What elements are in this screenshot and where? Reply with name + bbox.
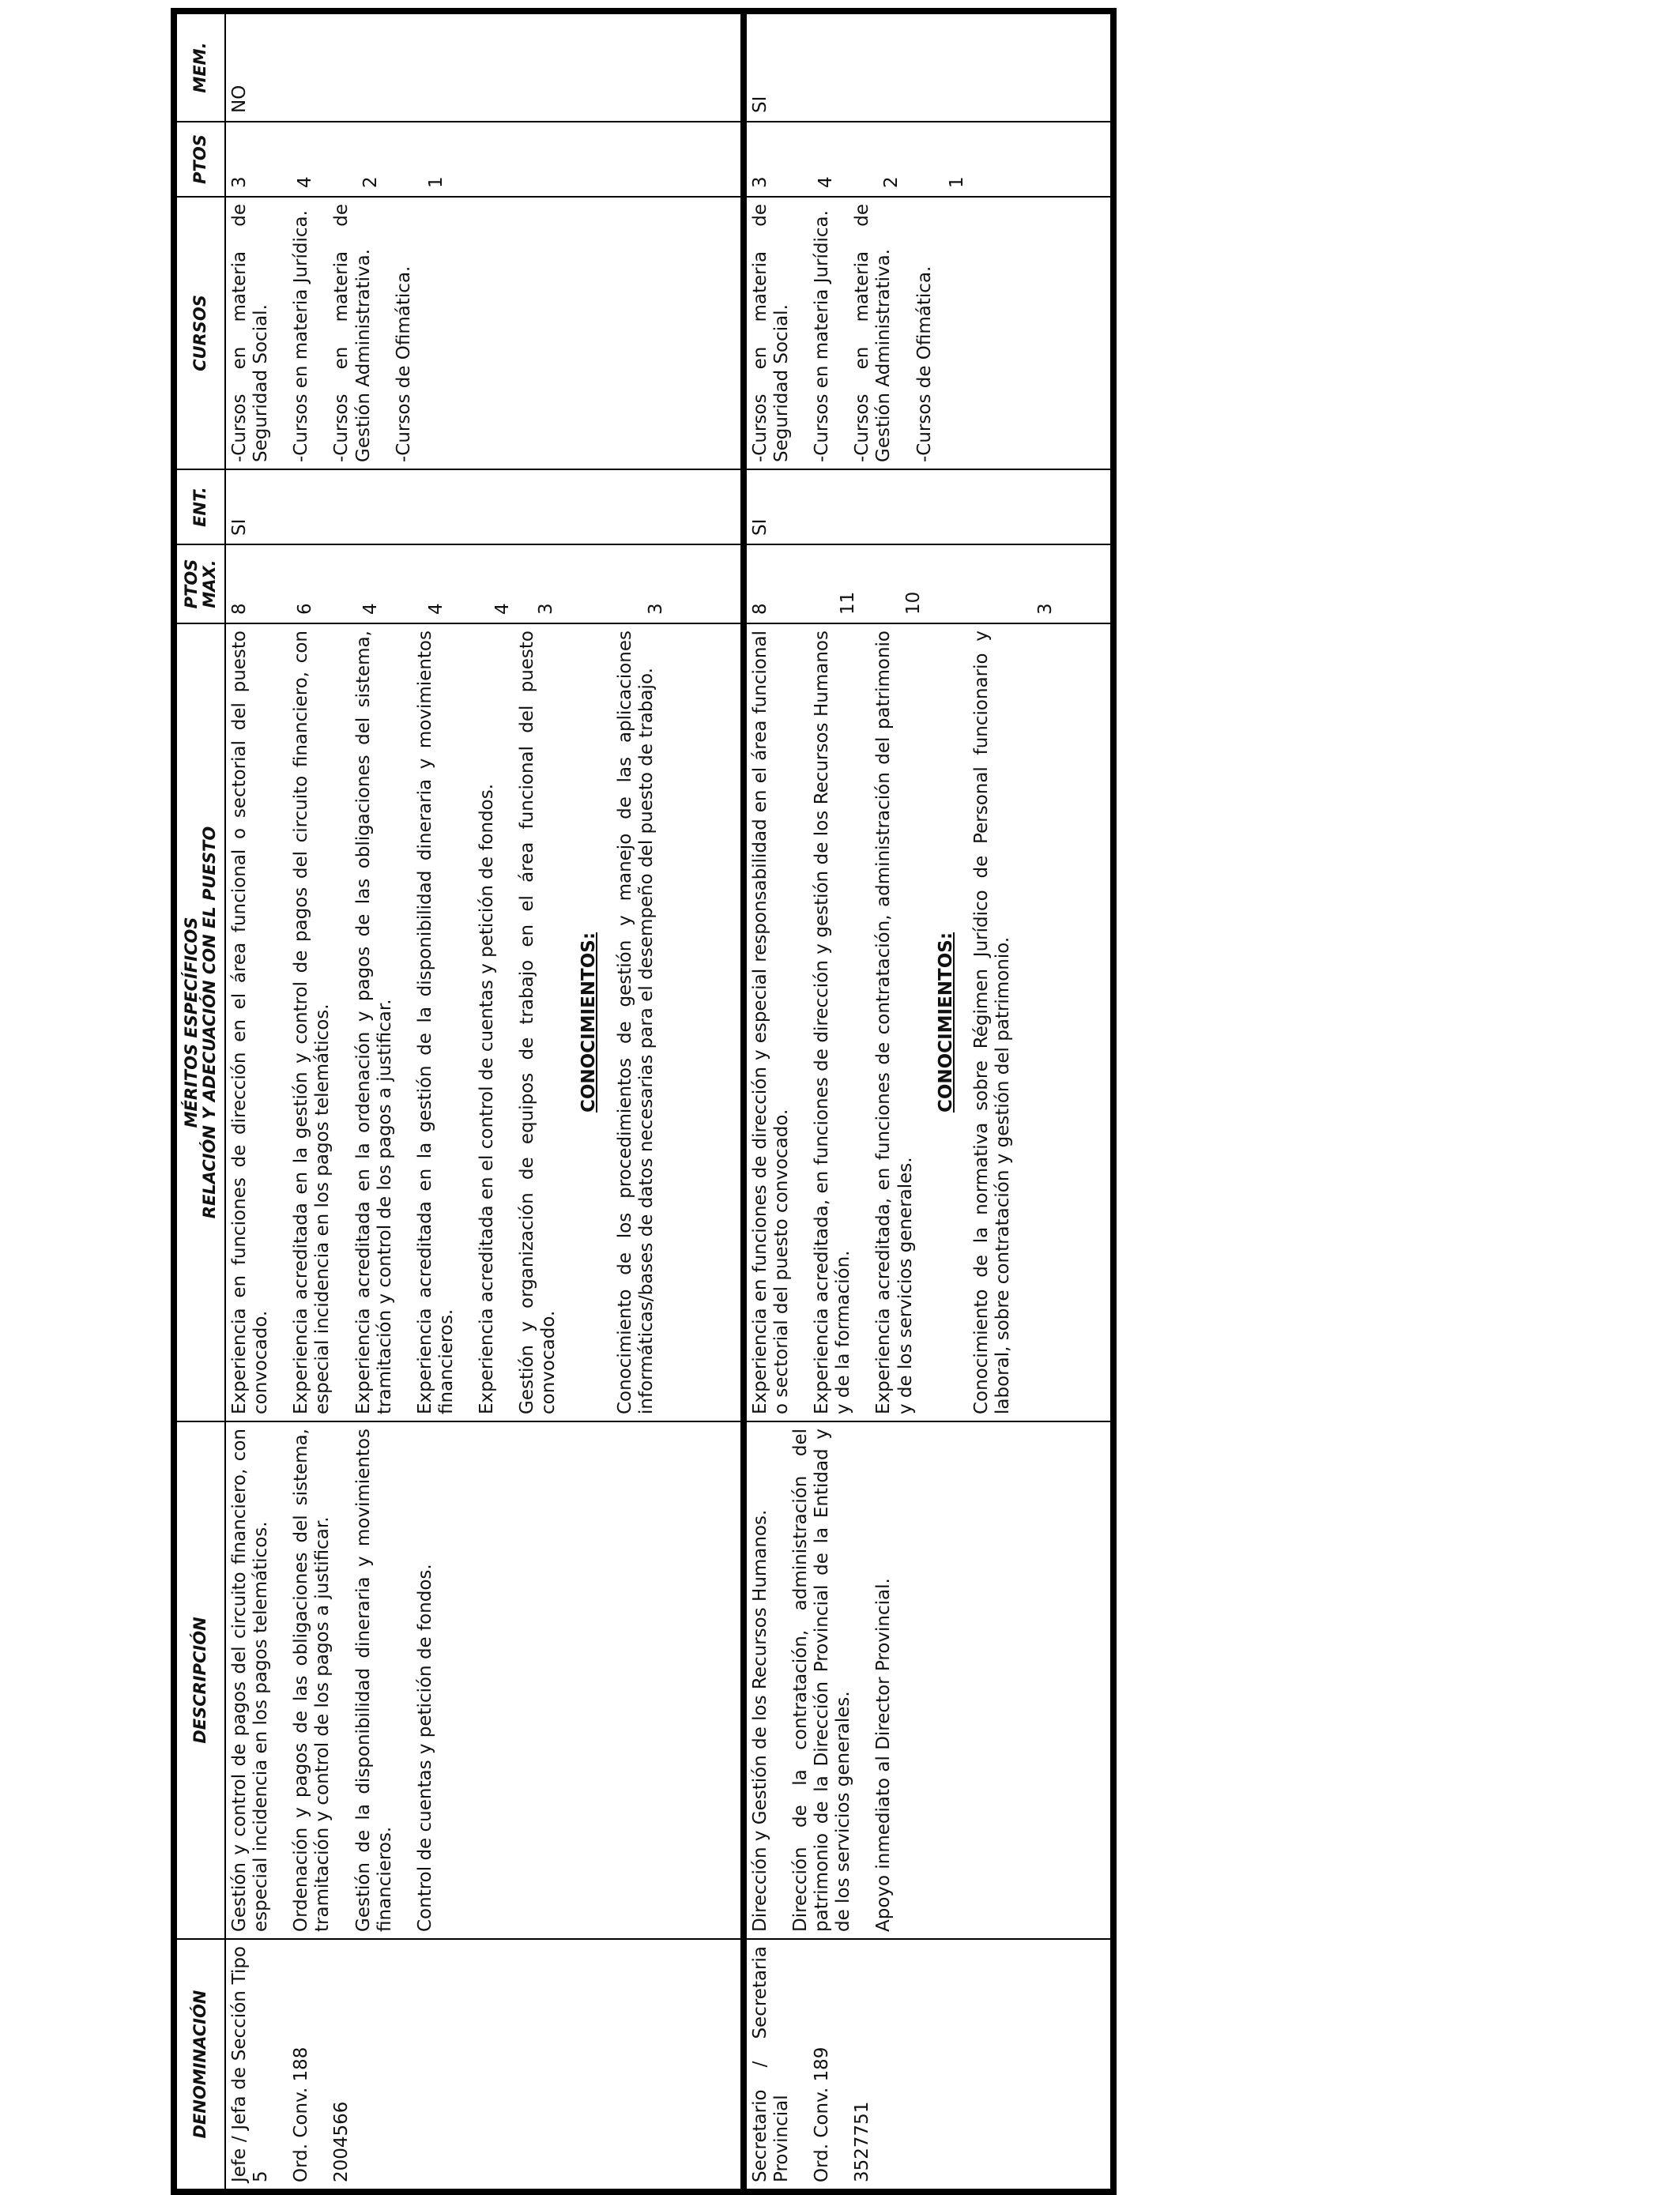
mem-cell: SI <box>744 11 1113 122</box>
descripcion-item: Control de cuentas y petición de fondos. <box>414 1564 435 1932</box>
ptos-max-value: 6 <box>295 603 316 615</box>
ptos-max-conocimientos-value: 3 <box>1035 603 1057 615</box>
header-denominacion: DENOMINACIÓN <box>174 1939 225 2192</box>
merito-item: Experiencia acreditada, en funciones de dirección y gestión de los Recursos Humanos y de la formación. <box>812 631 854 1414</box>
ptos-max-value: 8 <box>749 603 770 615</box>
header-row <box>174 11 225 2192</box>
denominacion-codigo: 3527751 <box>852 2101 873 2182</box>
header-meritos-line1: MÉRITOS ESPECÍFICOS <box>181 917 201 1128</box>
curso-item: -Cursos en materia de Gestión Administrativa. <box>852 204 895 462</box>
descripcion-cell <box>225 1421 744 1939</box>
ptos-value: 1 <box>426 176 447 188</box>
meritos-cell <box>225 623 744 1421</box>
descripcion-cell <box>744 1421 1113 1939</box>
ptos-value: 3 <box>749 176 770 188</box>
header-meritos <box>174 623 225 1421</box>
cursos-cell <box>225 197 744 469</box>
document-page <box>171 14 1680 2182</box>
header-cursos: CURSOS <box>174 197 225 469</box>
descripcion-item: Apoyo inmediato al Director Provincial. <box>873 1578 895 1932</box>
merito-item: Gestión y organización de equipos de trabajo en el área funcional del puesto convocado. <box>517 631 559 1414</box>
descripcion-item: Dirección de la contratación, administración del patrimonio de la Dirección Provincial de la Entidad y de los servicios generales. <box>790 1429 854 1932</box>
ptos-value: 3 <box>229 176 250 188</box>
conocimientos-heading: CONOCIMIENTOS: <box>935 932 956 1113</box>
ptos-max-value: 3 <box>535 603 556 615</box>
rotated-table-container <box>171 14 1117 2195</box>
merito-item: Experiencia acreditada en el control de cuentas y petición de fondos. <box>477 783 497 1414</box>
mem-cell: NO <box>225 11 744 122</box>
header-meritos-line2: RELACIÓN Y ADECUACIÓN CON EL PUESTO <box>200 826 219 1219</box>
table-row <box>744 11 1113 2192</box>
ptos-max-value: 8 <box>229 603 250 615</box>
ptos-value: 2 <box>881 176 902 188</box>
curso-item: -Cursos en materia de Seguridad Social. <box>229 204 272 462</box>
ptos-cell <box>225 122 744 197</box>
ptos-value: 1 <box>947 176 968 188</box>
header-descripcion: DESCRIPCIÓN <box>174 1421 225 1939</box>
denominacion-title: Secretario / Secretaria Provincial <box>749 1946 793 2182</box>
header-ptos-max <box>174 544 225 623</box>
cursos-cell <box>744 197 1113 469</box>
ptos-max-value: 4 <box>492 603 513 615</box>
descripcion-item: Dirección y Gestión de los Recursos Humanos. <box>749 1509 770 1932</box>
ptos-max-value: 4 <box>426 603 447 615</box>
denominacion-orden: Ord. Conv. 189 <box>812 2046 833 2182</box>
curso-item: -Cursos de Ofimática. <box>913 265 935 462</box>
table-row <box>225 11 744 2192</box>
denominacion-cell <box>744 1939 1113 2192</box>
denominacion-title: Jefe / Jefa de Sección Tipo 5 <box>229 1946 272 2182</box>
merito-item: Experiencia en funciones de dirección en el área funcional o sectorial del puesto convocado. <box>229 631 272 1414</box>
ptos-max-cell <box>225 544 744 623</box>
meritos-cell <box>744 623 1113 1421</box>
ptos-max-cell <box>744 544 1113 623</box>
ptos-value: 4 <box>816 176 837 188</box>
descripcion-item: Ordenación y pagos de las obligaciones del sistema, tramitación y control de los pagos a justificar. <box>291 1429 333 1932</box>
denominacion-codigo: 2004566 <box>331 2101 352 2182</box>
positions-table <box>171 8 1117 2195</box>
curso-item: -Cursos en materia Jurídica. <box>812 210 833 462</box>
curso-item: -Cursos en materia de Gestión Administrativa. <box>331 204 374 462</box>
ptos-cell <box>744 122 1113 197</box>
merito-item: Experiencia en funciones de dirección y especial responsabilidad en el área funcional o sectorial del puesto convocado. <box>749 631 793 1414</box>
ptos-value: 4 <box>295 176 316 188</box>
curso-item: -Cursos en materia de Seguridad Social. <box>749 204 793 462</box>
curso-item: -Cursos en materia Jurídica. <box>291 210 312 462</box>
ent-cell: SI <box>744 469 1113 544</box>
merito-item: Experiencia acreditada en la gestión de la disponibilidad dineraria y movimientos financieros. <box>414 631 457 1414</box>
header-ptos-max-line2: MAX. <box>200 559 219 608</box>
ptos-max-value: 4 <box>360 603 382 615</box>
ptos-max-conocimientos-value: 3 <box>645 603 666 615</box>
merito-item: Experiencia acreditada, en funciones de contratación, administración del patrimonio y de los servicios generales. <box>873 631 916 1414</box>
merito-item: Experiencia acreditada en la ordenación y pagos de las obligaciones del sistema, tramitación y control de los pagos a justificar. <box>352 631 395 1414</box>
conocimiento-item: Conocimiento de los procedimientos de gestión y manejo de las aplicaciones informáticas/bases de datos necesarias para el desempeño del puesto de trabajo. <box>614 631 657 1414</box>
ptos-max-value: 10 <box>903 591 925 615</box>
header-ptos-max-line1: PTOS <box>181 559 201 609</box>
merito-item: Experiencia acreditada en la gestión y control de pagos del circuito financiero, con especial incidencia en los pagos telemáticos. <box>291 631 333 1414</box>
denominacion-cell <box>225 1939 744 2192</box>
header-ptos: PTOS <box>174 122 225 197</box>
ptos-max-value: 11 <box>838 591 859 615</box>
ent-cell: SI <box>225 469 744 544</box>
descripcion-item: Gestión y control de pagos del circuito financiero, con especial incidencia en los pagos telemáticos. <box>229 1429 272 1932</box>
header-mem: MEM. <box>174 11 225 122</box>
descripcion-item: Gestión de la disponibilidad dineraria y movimientos financieros. <box>352 1429 395 1932</box>
header-ent: ENT. <box>174 469 225 544</box>
conocimientos-heading: CONOCIMIENTOS: <box>578 932 600 1113</box>
conocimiento-item: Conocimiento de la normativa sobre Régimen Jurídico de Personal funcionario y laboral, sobre contratación y gestión del patrimonio. <box>970 631 1013 1414</box>
ptos-value: 2 <box>360 176 382 188</box>
curso-item: -Cursos de Ofimática. <box>393 265 414 462</box>
denominacion-orden: Ord. Conv. 188 <box>291 2046 312 2182</box>
